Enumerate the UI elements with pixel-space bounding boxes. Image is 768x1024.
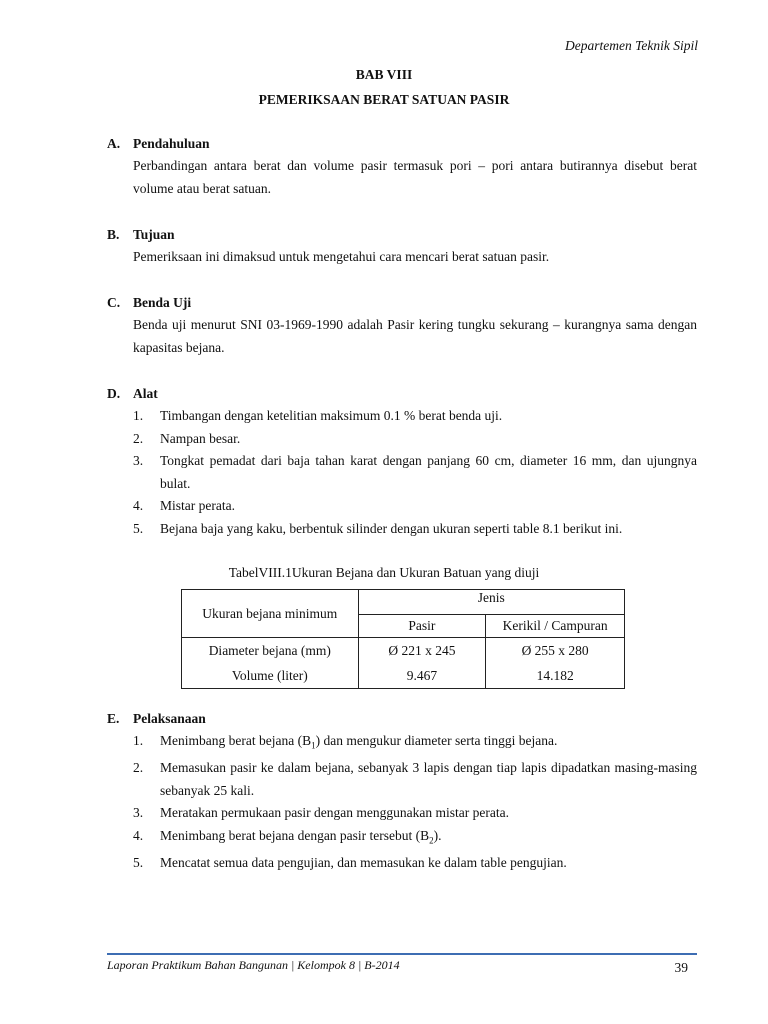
section-letter: C. — [107, 295, 121, 310]
section-pendahuluan — [107, 133, 697, 200]
table-header-cell: Kerikil / Campuran — [486, 615, 625, 638]
table-header-cell: Pasir — [358, 615, 486, 638]
list-item: 4. Menimbang berat bejana dengan pasir tersebut $(B_2)$. — [133, 827, 442, 846]
section-title: Alat — [133, 386, 158, 401]
table-cell: Diameter bejana (mm) — [182, 638, 359, 664]
section-pelaksanaan — [107, 708, 697, 874]
section-tujuan — [107, 224, 697, 269]
chapter-title: PEMERIKSAAN BERAT SATUAN PASIR — [258, 92, 510, 107]
table-cell: Ø 255 x 280 — [486, 638, 625, 664]
department-header: Departemen Teknik Sipil — [565, 38, 698, 53]
section-title: Benda Uji — [133, 295, 192, 310]
table-cell: 14.182 — [486, 663, 625, 689]
section-title: Pelaksanaan — [133, 711, 206, 726]
footer-text: Laporan Praktikum Bahan Bangunan | Kelompok 8 | B-2014 — [107, 958, 400, 972]
section-alat — [107, 383, 697, 540]
list-item: 3. Meratakan permukaan pasir dengan menggunakan mistar perata. — [133, 805, 509, 821]
table-header-cell: Ukuran bejana minimum — [182, 590, 359, 638]
section-paragraph: Perbandingan antara berat dan volume pasir termasuk pori – pori antara butirannya disebut berat volume atau berat satuan. — [133, 158, 697, 196]
section-title: Tujuan — [133, 227, 175, 242]
section-paragraph: Pemeriksaan ini dimaksud untuk mengetahui cara mencari berat satuan pasir. — [133, 249, 550, 264]
list-item: 1. Menimbang berat bejana $(B_1)$ dan mengukur diameter serta tinggi bejana. — [133, 733, 558, 751]
list-item: 4. Mistar perata. — [133, 498, 235, 513]
section-benda-uji — [107, 292, 697, 359]
section-letter: B. — [107, 227, 120, 242]
section-title: Pendahuluan — [133, 136, 210, 151]
table-cell: Volume (liter) — [182, 663, 359, 689]
table-header-cell: Jenis — [358, 590, 624, 615]
table-cell: 9.467 — [358, 663, 486, 689]
section-paragraph: Benda uji menurut SNI 03-1969-1990 adalah Pasir kering tungku sekurang – kurangnya sama dengan kapasitas bejana. — [133, 317, 697, 355]
table-row — [182, 638, 625, 664]
bejana-size-table — [181, 589, 625, 689]
list-item: 2. Nampan besar. — [133, 430, 241, 446]
list-item: 1. Timbangan dengan ketelitian maksimum 0.1 % berat benda uji. — [133, 408, 503, 423]
table-caption: TabelVIII.1Ukuran Bejana dan Ukuran Batuan yang diuji — [228, 565, 540, 580]
table-row — [182, 663, 625, 689]
section-letter: A. — [107, 136, 121, 151]
page-number: 39 — [674, 960, 688, 975]
chapter-number: BAB VIII — [355, 67, 413, 82]
list-item: 3. Tongkat pemadat dari baja tahan karat dengan panjang 60 cm, diameter 16 mm, dan ujungnya bulat. — [133, 453, 697, 491]
footer-divider — [107, 953, 697, 955]
table-cell: Ø 221 x 245 — [358, 638, 486, 664]
list-item: 5. Mencatat semua data pengujian, dan memasukan ke dalam table pengujian. — [133, 854, 567, 870]
section-letter: E. — [107, 711, 120, 726]
section-letter: D. — [107, 386, 121, 401]
list-item: 2. Memasukan pasir ke dalam bejana, sebanyak 3 lapis dengan tiap lapis dipadatkan masing-masing sebanyak 25 kali. — [133, 760, 697, 798]
list-item: 5. Bejana baja yang kaku, berbentuk silinder dengan ukuran seperti table 8.1 berikut ini. — [133, 520, 623, 536]
